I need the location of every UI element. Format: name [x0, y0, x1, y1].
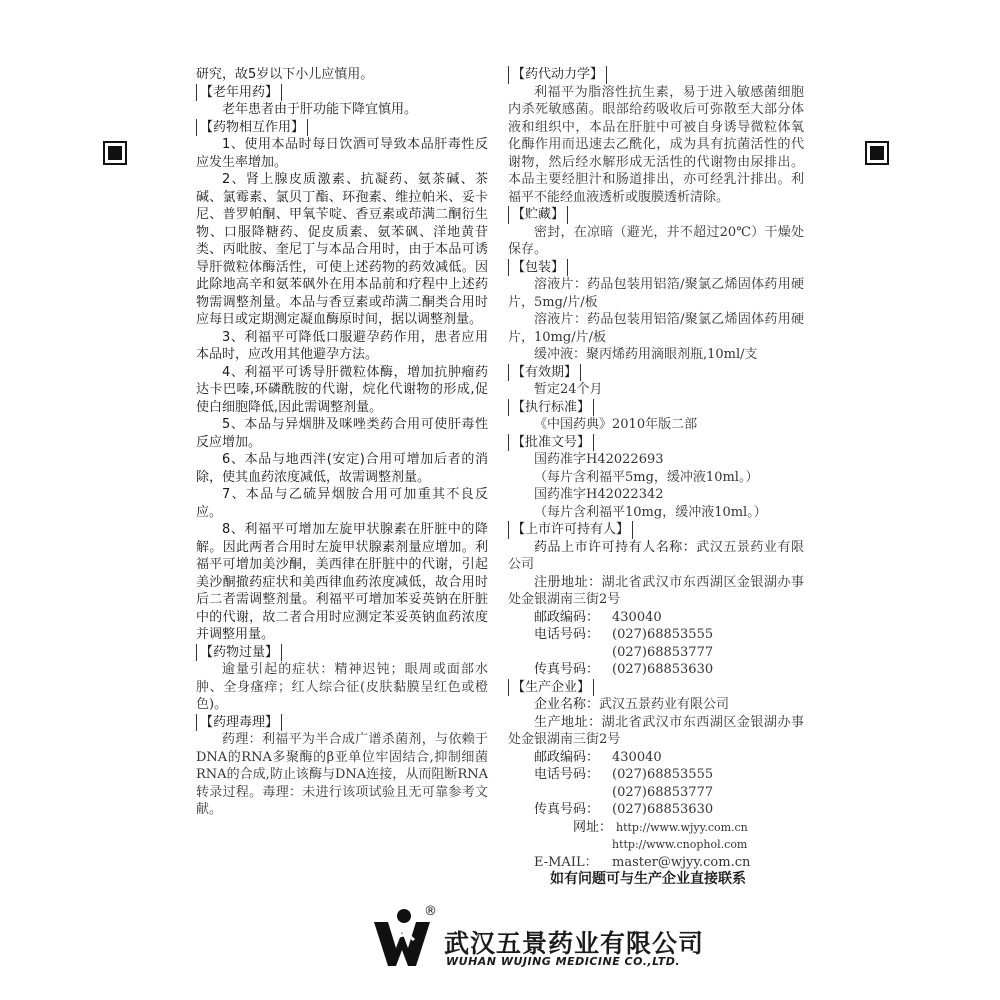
registered-mark: ®: [424, 904, 437, 919]
holder-fax: 传真号码： (027)68853630: [534, 662, 714, 677]
section-title-packaging: 【包装】: [508, 259, 804, 277]
elderly-text: 老年患者由于肝功能下降宜慎用。: [222, 102, 418, 117]
section-title-holder: 【上市许可持有人】: [508, 521, 804, 539]
punch-hole-left: [105, 143, 125, 163]
interaction-item: 6、本品与地西泮(安定)合用可增加后者的消除，使其血药浓度减低，故需调整剂量。: [196, 452, 488, 485]
manufacturer-name: 企业名称：武汉五景药业有限公司: [534, 697, 730, 712]
interaction-item: 7、本品与乙硫异烟胺合用可加重其不良反应。: [196, 487, 488, 520]
holder-address-label: 注册地址：: [534, 574, 602, 590]
packaging-item: 溶液片：药品包装用铝箔/聚氯乙烯固体药用硬片，10mg/片/板: [508, 312, 804, 345]
approval-note: （每片含利福平5mg，缓冲液10ml。）: [534, 469, 759, 485]
interaction-item: 3、利福平可降低口服避孕药作用，患者应用本品时，应改用其他避孕方法。: [196, 329, 488, 362]
company-name-cn: 武汉五景药业有限公司: [444, 929, 705, 958]
manufacturer-web: 网址： http://www.wjyy.com.cn: [508, 819, 804, 837]
section-title-standard: 【执行标准】: [508, 399, 804, 417]
manufacturer-email: E-MAIL： master@wjyy.com.cn: [508, 854, 804, 872]
interaction-item: 5、本品与异烟肼及咪唑类药合用可使肝毒性反应增加。: [196, 417, 488, 450]
validity-text: 暂定24个月: [534, 382, 603, 397]
manufacturer-address: 生产地址：湖北省武汉市东西湖区金银湖办事处金银湖南三街2号: [508, 714, 804, 747]
interaction-item: 8、利福平可增加左旋甲状腺素在肝脏中的降解。因此两者合用时左旋甲状腺素剂量应增加。利福平可增加美沙酮，美西律在肝脏中的代谢，引起美沙酮撤药症状和美西律血药浓度减低，故合用时后二者需调整剂量。利福平可增加苯妥英钠在肝脏中的代谢，故二者合用时应测定苯妥英钠血药浓度并调整用量。: [196, 522, 488, 642]
holder-phone-2: (027)68853777: [612, 644, 714, 660]
storage-text: 密封，在凉暗（避光，并不超过20℃）干燥处保存。: [508, 224, 804, 257]
section-title-approval: 【批准文号】: [508, 434, 804, 452]
section-title-toxicology: 【药理毒理】: [196, 714, 488, 732]
approval-number: 国药准字H42022693: [534, 452, 664, 467]
section-title-interactions: 【药物相互作用】: [196, 119, 488, 137]
toxicology-text: 药理：利福平为半合成广谱杀菌剂，与依赖于DNA的RNA多聚酶的β亚单位牢固结合,抑制细菌RNA的合成,防止该酶与DNA连接，从而阻断RNA转录过程。毒理：未进行该项试验且无可靠参考文献。: [196, 732, 488, 817]
manufacturer-fax: 传真号码： (027)68853630: [534, 802, 714, 817]
website-link[interactable]: http://www.wjyy.com.cn: [616, 820, 748, 834]
contact-note: 如有问题可与生产企业直接联系: [550, 871, 746, 887]
section-title-elderly: 【老年用药】: [196, 84, 488, 102]
holder-zip: 邮政编码： 430040: [534, 609, 662, 625]
section-title-pharmacokinetics: 【药代动力学】: [508, 66, 804, 84]
packaging-item: 缓冲液：聚丙烯药用滴眼剂瓶,10ml/支: [534, 347, 758, 362]
email-link[interactable]: master@wjyy.com.cn: [612, 854, 751, 870]
website-link[interactable]: http://www.cnophol.com: [612, 838, 748, 851]
standard-text: 《中国药典》2010年版二部: [534, 417, 698, 432]
approval-number: 国药准字H42022342: [534, 487, 664, 502]
manufacturer-zip: 邮政编码： 430040: [534, 749, 662, 765]
right-column: [508, 66, 804, 889]
section-title-storage: 【贮藏】: [508, 206, 804, 224]
company-name-en: WUHAN WUJING MEDICINE CO.,LTD.: [446, 955, 681, 968]
interaction-item: 1、使用本品时每日饮酒可导致本品肝毒性反应发生率增加。: [196, 137, 488, 170]
punch-hole-right: [867, 143, 887, 163]
holder-phone: 电话号码： (027)68853555: [534, 627, 714, 642]
manufacturer-web-2: [508, 836, 804, 854]
interaction-item: 4、利福平可诱导肝微粒体酶，增加抗肿瘤药达卡巴嗪,环磷酰胺的代谢，烷化代谢物的形成,促使白细胞降低,因此需调整剂量。: [196, 364, 488, 415]
holder-address: [508, 574, 804, 609]
section-title-overdose: 【药物过量】: [196, 644, 488, 662]
interaction-item: 2、肾上腺皮质激素、抗凝药、氨茶碱、茶碱、氯霉素、氯贝丁酯、环孢素、维拉帕米、妥卡尼、普罗帕酮、甲氧苄啶、香豆素或茚满二酮衍生物、口服降糖药、促皮质素、氨苯砜、洋地黄苷类、丙吡胺、奎尼丁与本品合用时，由于本品可诱导肝微粒体酶活性，可使上述药物的药效减低。因此除地高辛和氨苯砜外在用本品前和疗程中上述药物需调整剂量。本品与香豆素或茚满二酮类合用时应每日或定期测定凝血酶原时间，据以调整剂量。: [196, 172, 488, 327]
pharmacokinetics-text: 利福平为脂溶性抗生素，易于进入敏感菌细胞内杀死敏感菌。眼部给药吸收后可弥散至大部分体液和组织中，本品在肝脏中可被自身诱导微粒体氧化酶作用而迅速去乙酰化，成为具有抗菌活性的代谢物，然后经水解形成无活性的代谢物由尿排出。本品主要经胆汁和肠道排出，亦可经乳汁排出。利福平不能经血液透析或腹膜透析清除。: [508, 84, 804, 205]
company-footer: [372, 904, 705, 974]
section-title-manufacturer: 【生产企业】: [508, 679, 804, 697]
holder-name-label: 药品上市许可持有人名称：: [534, 539, 697, 555]
holder-name: [508, 539, 804, 574]
overdose-text: 逾量引起的症状：精神迟钝；眼周或面部水肿、全身瘙痒；红人综合征(皮肤黏膜呈红色或橙色)。: [196, 662, 488, 712]
manufacturer-phone: 电话号码： (027)68853555: [534, 767, 714, 782]
packaging-item: 溶液片：药品包装用铝箔/聚氯乙烯固体药用硬片，5mg/片/板: [508, 277, 804, 310]
approval-note: （每片含利福平10mg，缓冲液10ml。）: [534, 504, 767, 520]
section-title-validity: 【有效期】: [508, 364, 804, 382]
manufacturer-phone-2: (027)68853777: [612, 784, 714, 800]
holder-name-value: 武汉五景药业有限公司: [508, 539, 804, 572]
holder-address-value: 湖北省武汉市东西湖区金银湖办事处金银湖南三街2号: [508, 574, 804, 607]
intro-text: 研究，故5岁以下小儿应慎用。: [196, 67, 374, 82]
left-column: [196, 66, 488, 819]
